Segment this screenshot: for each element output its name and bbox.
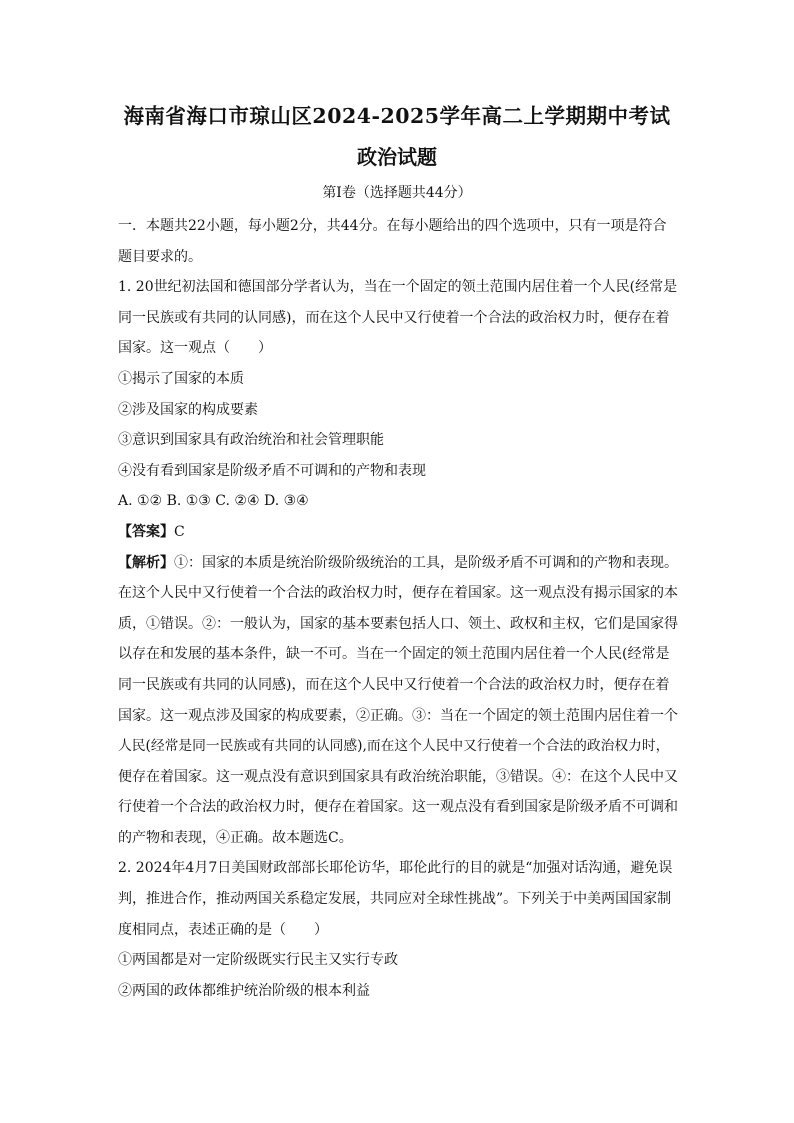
question-1-stem: 同一民族或有共同的认同感)，而在这个人民中又行使着一个合法的政治权力时，便存在着 bbox=[118, 309, 670, 326]
question-2-stem: 判，推进合作，推动两国关系稳定发展，共同应对全球性挑战”。下列关于中美两国国家制 bbox=[118, 891, 672, 908]
question-1-analysis: 以存在和发展的基本条件，缺一不可。当在一个固定的领土范围内居住着一个人民(经常是 bbox=[118, 646, 670, 663]
answer-marker: 【答案】 bbox=[118, 523, 174, 540]
question-1-analysis: 同一民族或有共同的认同感)，而在这个人民中又行使着一个合法的政治权力时，便存在着 bbox=[118, 676, 670, 693]
instruction-line: 题目要求的。 bbox=[118, 248, 202, 265]
question-1-statement: ④没有看到国家是阶级矛盾不可调和的产物和表现 bbox=[118, 462, 426, 479]
question-2-stem: 2. 2024年4月7日美国财政部部长耶伦访华，耶伦此行的目的就是“加强对话沟通，避免误 bbox=[118, 860, 673, 877]
question-1-statement: ③意识到国家具有政治统治和社会管理职能 bbox=[118, 432, 384, 449]
question-1-analysis: 便存在着国家。这一观点没有意识到国家具有政治统治职能，③错误。④：在这个人民中又 bbox=[118, 768, 678, 785]
instruction-line: 一．本题共22小题，每小题2分，共44分。在每小题给出的四个选项中，只有一项是符合 bbox=[118, 218, 667, 234]
document-body bbox=[118, 211, 678, 1006]
answer-marker: 【解析】 bbox=[118, 554, 174, 571]
question-1-statement: ①揭示了国家的本质 bbox=[118, 370, 244, 387]
question-1-options: A. ①② B. ①③ C. ②④ D. ③④ bbox=[118, 493, 309, 510]
question-2-statement: ①两国都是对一定阶级既实行民主又实行专政 bbox=[118, 952, 398, 969]
question-1-stem: 国家。这一观点（ ） bbox=[118, 340, 272, 357]
question-1-analysis: 的产物和表现，④正确。故本题选C。 bbox=[118, 829, 353, 846]
document-title: 海南省海口市琼山区2024-2025学年高二上学期期中考试 bbox=[123, 104, 671, 128]
question-1-analysis: 人民(经常是同一民族或有共同的认同感),而在这个人民中又行使着一个合法的政治权力时， bbox=[118, 738, 670, 755]
question-1-analysis: 行使着一个合法的政治权力时，便存在着国家。这一观点没有看到国家是阶级矛盾不可调和 bbox=[118, 799, 678, 816]
question-1-analysis: 国家。这一观点涉及国家的构成要素，②正确。③：当在一个固定的领土范围内居住着一个 bbox=[118, 707, 678, 724]
question-1-analysis: 质，①错误。②：一般认为，国家的基本要素包括人口、领土、政权和主权，它们是国家得 bbox=[118, 615, 678, 632]
question-2-stem: 度相同点，表述正确的是（ ） bbox=[118, 921, 328, 938]
question-2-statement: ②两国的政体都维护统治阶级的根本利益 bbox=[118, 982, 370, 999]
question-1-analysis: 在这个人民中又行使着一个合法的政治权力时，便存在着国家。这一观点没有揭示国家的本 bbox=[118, 585, 678, 602]
question-1-statement: ②涉及国家的构成要素 bbox=[118, 401, 258, 418]
question-1-answer: 【答案】C bbox=[118, 523, 185, 540]
section-heading: 第Ⅰ卷（选择题共44分） bbox=[322, 185, 472, 201]
question-1-stem: 1. 20世纪初法国和德国部分学者认为，当在一个固定的领土范围内居住着一个人民(经常是 bbox=[118, 279, 678, 296]
question-1-analysis: 【解析】①：国家的本质是统治阶级阶级统治的工具，是阶级矛盾不可调和的产物和表现。 bbox=[118, 554, 678, 571]
document-subtitle: 政治试题 bbox=[357, 145, 437, 169]
